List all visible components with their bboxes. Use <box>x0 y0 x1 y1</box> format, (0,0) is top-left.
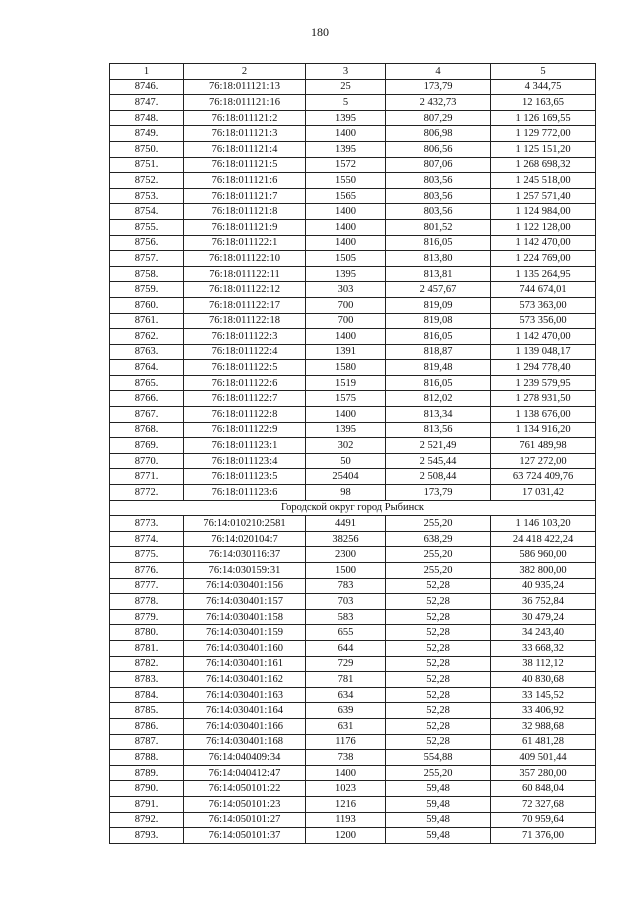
value-per-unit-cell: 52,28 <box>386 703 491 719</box>
area-cell: 1400 <box>306 219 386 235</box>
total-value-cell: 1 139 048,17 <box>491 344 596 360</box>
value-per-unit-cell: 59,48 <box>386 796 491 812</box>
table-row <box>110 141 596 157</box>
cadastral-number-cell: 76:14:040412:47 <box>184 765 306 781</box>
total-value-cell: 63 724 409,76 <box>491 469 596 485</box>
row-number-cell: 8780. <box>110 625 184 641</box>
row-number-cell: 8775. <box>110 547 184 563</box>
table-row <box>110 750 596 766</box>
row-number-cell: 8760. <box>110 297 184 313</box>
area-cell: 703 <box>306 594 386 610</box>
row-number-cell: 8769. <box>110 438 184 454</box>
total-value-cell: 357 280,00 <box>491 765 596 781</box>
value-per-unit-cell: 52,28 <box>386 734 491 750</box>
area-cell: 655 <box>306 625 386 641</box>
row-number-cell: 8766. <box>110 391 184 407</box>
value-per-unit-cell: 52,28 <box>386 578 491 594</box>
cadastral-number-cell: 76:14:030401:159 <box>184 625 306 641</box>
total-value-cell: 12 163,65 <box>491 95 596 111</box>
total-value-cell: 761 489,98 <box>491 438 596 454</box>
table-row <box>110 173 596 189</box>
value-per-unit-cell: 59,48 <box>386 812 491 828</box>
cadastral-number-cell: 76:14:030401:162 <box>184 672 306 688</box>
cadastral-number-cell: 76:18:011121:4 <box>184 141 306 157</box>
table-row <box>110 796 596 812</box>
cadastral-number-cell: 76:18:011122:17 <box>184 297 306 313</box>
value-per-unit-cell: 255,20 <box>386 563 491 579</box>
total-value-cell: 33 145,52 <box>491 687 596 703</box>
value-per-unit-cell: 806,56 <box>386 141 491 157</box>
total-value-cell: 409 501,44 <box>491 750 596 766</box>
total-value-cell: 1 142 470,00 <box>491 235 596 251</box>
table-row <box>110 625 596 641</box>
total-value-cell: 1 245 518,00 <box>491 173 596 189</box>
table-row <box>110 703 596 719</box>
cadastral-number-cell: 76:18:011122:12 <box>184 282 306 298</box>
total-value-cell: 744 674,01 <box>491 282 596 298</box>
cadastral-number-cell: 76:18:011122:11 <box>184 266 306 282</box>
area-cell: 1400 <box>306 407 386 423</box>
cadastral-number-cell: 76:14:030401:157 <box>184 594 306 610</box>
value-per-unit-cell: 52,28 <box>386 640 491 656</box>
cadastral-number-cell: 76:14:050101:37 <box>184 828 306 844</box>
area-cell: 644 <box>306 640 386 656</box>
cadastral-number-cell: 76:18:011122:6 <box>184 375 306 391</box>
table-row <box>110 563 596 579</box>
total-value-cell: 1 146 103,20 <box>491 516 596 532</box>
row-number-cell: 8764. <box>110 360 184 376</box>
cadastral-number-cell: 76:18:011122:7 <box>184 391 306 407</box>
row-number-cell: 8755. <box>110 219 184 235</box>
cadastral-number-cell: 76:14:030159:31 <box>184 563 306 579</box>
row-number-cell: 8778. <box>110 594 184 610</box>
section-title: Городской округ город Рыбинск <box>110 500 596 516</box>
value-per-unit-cell: 818,87 <box>386 344 491 360</box>
value-per-unit-cell: 2 521,49 <box>386 438 491 454</box>
total-value-cell: 33 406,92 <box>491 703 596 719</box>
cadastral-number-cell: 76:18:011121:2 <box>184 110 306 126</box>
total-value-cell: 4 344,75 <box>491 79 596 95</box>
value-per-unit-cell: 52,28 <box>386 672 491 688</box>
table-row <box>110 391 596 407</box>
row-number-cell: 8749. <box>110 126 184 142</box>
value-per-unit-cell: 807,29 <box>386 110 491 126</box>
area-cell: 25 <box>306 79 386 95</box>
cadastral-number-cell: 76:18:011122:8 <box>184 407 306 423</box>
value-per-unit-cell: 806,98 <box>386 126 491 142</box>
table-row <box>110 95 596 111</box>
cadastral-number-cell: 76:18:011123:1 <box>184 438 306 454</box>
total-value-cell: 1 257 571,40 <box>491 188 596 204</box>
row-number-cell: 8754. <box>110 204 184 220</box>
area-cell: 1395 <box>306 266 386 282</box>
total-value-cell: 24 418 422,24 <box>491 531 596 547</box>
area-cell: 634 <box>306 687 386 703</box>
table-row <box>110 781 596 797</box>
row-number-cell: 8777. <box>110 578 184 594</box>
row-number-cell: 8770. <box>110 453 184 469</box>
value-per-unit-cell: 812,02 <box>386 391 491 407</box>
cadastral-number-cell: 76:14:050101:22 <box>184 781 306 797</box>
table-row <box>110 594 596 610</box>
total-value-cell: 1 239 579,95 <box>491 375 596 391</box>
total-value-cell: 40 830,68 <box>491 672 596 688</box>
total-value-cell: 1 224 769,00 <box>491 251 596 267</box>
column-number-cell: 2 <box>184 64 306 80</box>
cadastral-number-cell: 76:14:030401:164 <box>184 703 306 719</box>
cadastral-number-cell: 76:18:011122:5 <box>184 360 306 376</box>
cadastral-number-cell: 76:18:011121:3 <box>184 126 306 142</box>
value-per-unit-cell: 816,05 <box>386 375 491 391</box>
table-row <box>110 718 596 734</box>
cadastral-number-cell: 76:18:011122:10 <box>184 251 306 267</box>
total-value-cell: 1 278 931,50 <box>491 391 596 407</box>
area-cell: 700 <box>306 313 386 329</box>
total-value-cell: 1 294 778,40 <box>491 360 596 376</box>
column-number-cell: 3 <box>306 64 386 80</box>
area-cell: 1505 <box>306 251 386 267</box>
table-row <box>110 297 596 313</box>
value-per-unit-cell: 2 457,67 <box>386 282 491 298</box>
area-cell: 738 <box>306 750 386 766</box>
row-number-cell: 8747. <box>110 95 184 111</box>
total-value-cell: 1 129 772,00 <box>491 126 596 142</box>
table-row <box>110 672 596 688</box>
area-cell: 1565 <box>306 188 386 204</box>
row-number-cell: 8768. <box>110 422 184 438</box>
value-per-unit-cell: 803,56 <box>386 173 491 189</box>
row-number-cell: 8774. <box>110 531 184 547</box>
total-value-cell: 72 327,68 <box>491 796 596 812</box>
area-cell: 1176 <box>306 734 386 750</box>
table-row <box>110 266 596 282</box>
total-value-cell: 71 376,00 <box>491 828 596 844</box>
row-number-cell: 8776. <box>110 563 184 579</box>
area-cell: 5 <box>306 95 386 111</box>
area-cell: 1395 <box>306 422 386 438</box>
section-header-row <box>110 500 596 516</box>
row-number-cell: 8761. <box>110 313 184 329</box>
row-number-cell: 8771. <box>110 469 184 485</box>
column-number-cell: 4 <box>386 64 491 80</box>
value-per-unit-cell: 59,48 <box>386 828 491 844</box>
cadastral-number-cell: 76:14:050101:23 <box>184 796 306 812</box>
table-row <box>110 219 596 235</box>
cadastral-number-cell: 76:18:011121:7 <box>184 188 306 204</box>
table-row <box>110 79 596 95</box>
table-row <box>110 469 596 485</box>
area-cell: 1575 <box>306 391 386 407</box>
row-number-cell: 8750. <box>110 141 184 157</box>
cadastral-number-cell: 76:18:011123:4 <box>184 453 306 469</box>
table-row <box>110 282 596 298</box>
value-per-unit-cell: 813,80 <box>386 251 491 267</box>
value-per-unit-cell: 255,20 <box>386 516 491 532</box>
value-per-unit-cell: 554,88 <box>386 750 491 766</box>
page-number: 180 <box>311 25 329 39</box>
table-row <box>110 531 596 547</box>
area-cell: 1400 <box>306 765 386 781</box>
row-number-cell: 8786. <box>110 718 184 734</box>
cadastral-number-cell: 76:18:011121:16 <box>184 95 306 111</box>
table-row <box>110 485 596 501</box>
area-cell: 98 <box>306 485 386 501</box>
table-row <box>110 578 596 594</box>
value-per-unit-cell: 819,48 <box>386 360 491 376</box>
value-per-unit-cell: 813,34 <box>386 407 491 423</box>
total-value-cell: 38 112,12 <box>491 656 596 672</box>
cadastral-number-cell: 76:18:011121:6 <box>184 173 306 189</box>
table-row <box>110 235 596 251</box>
row-number-cell: 8790. <box>110 781 184 797</box>
row-number-cell: 8756. <box>110 235 184 251</box>
total-value-cell: 60 848,04 <box>491 781 596 797</box>
cadastral-number-cell: 76:18:011123:5 <box>184 469 306 485</box>
value-per-unit-cell: 813,81 <box>386 266 491 282</box>
value-per-unit-cell: 52,28 <box>386 718 491 734</box>
area-cell: 302 <box>306 438 386 454</box>
cadastral-number-cell: 76:14:030401:166 <box>184 718 306 734</box>
cadastral-number-cell: 76:14:010210:2581 <box>184 516 306 532</box>
cadastral-number-cell: 76:14:030401:156 <box>184 578 306 594</box>
row-number-cell: 8793. <box>110 828 184 844</box>
value-per-unit-cell: 52,28 <box>386 625 491 641</box>
value-per-unit-cell: 813,56 <box>386 422 491 438</box>
area-cell: 4491 <box>306 516 386 532</box>
cadastral-number-cell: 76:18:011121:13 <box>184 79 306 95</box>
table-row <box>110 640 596 656</box>
value-per-unit-cell: 52,28 <box>386 656 491 672</box>
value-per-unit-cell: 801,52 <box>386 219 491 235</box>
table-row <box>110 609 596 625</box>
row-number-cell: 8759. <box>110 282 184 298</box>
row-number-cell: 8748. <box>110 110 184 126</box>
value-per-unit-cell: 52,28 <box>386 609 491 625</box>
table-row <box>110 360 596 376</box>
total-value-cell: 127 272,00 <box>491 453 596 469</box>
area-cell: 1400 <box>306 235 386 251</box>
row-number-cell: 8773. <box>110 516 184 532</box>
value-per-unit-cell: 803,56 <box>386 188 491 204</box>
total-value-cell: 586 960,00 <box>491 547 596 563</box>
cadastral-number-cell: 76:14:030401:158 <box>184 609 306 625</box>
cadastral-number-cell: 76:14:030116:37 <box>184 547 306 563</box>
value-per-unit-cell: 803,56 <box>386 204 491 220</box>
total-value-cell: 573 363,00 <box>491 297 596 313</box>
area-cell: 38256 <box>306 531 386 547</box>
cadastral-number-cell: 76:18:011121:9 <box>184 219 306 235</box>
row-number-cell: 8752. <box>110 173 184 189</box>
row-number-cell: 8785. <box>110 703 184 719</box>
cadastral-number-cell: 76:18:011122:4 <box>184 344 306 360</box>
row-number-cell: 8781. <box>110 640 184 656</box>
value-per-unit-cell: 816,05 <box>386 235 491 251</box>
total-value-cell: 1 142 470,00 <box>491 329 596 345</box>
total-value-cell: 1 268 698,32 <box>491 157 596 173</box>
table-body <box>110 64 596 844</box>
cadastral-number-cell: 76:14:030401:168 <box>184 734 306 750</box>
table-row <box>110 329 596 345</box>
row-number-cell: 8791. <box>110 796 184 812</box>
cadastral-number-cell: 76:18:011121:8 <box>184 204 306 220</box>
column-number-cell: 1 <box>110 64 184 80</box>
table-header-row <box>110 64 596 80</box>
table-row <box>110 516 596 532</box>
row-number-cell: 8779. <box>110 609 184 625</box>
row-number-cell: 8782. <box>110 656 184 672</box>
value-per-unit-cell: 819,08 <box>386 313 491 329</box>
table-row <box>110 453 596 469</box>
total-value-cell: 1 135 264,95 <box>491 266 596 282</box>
value-per-unit-cell: 816,05 <box>386 329 491 345</box>
area-cell: 583 <box>306 609 386 625</box>
area-cell: 1400 <box>306 329 386 345</box>
area-cell: 1395 <box>306 141 386 157</box>
total-value-cell: 573 356,00 <box>491 313 596 329</box>
row-number-cell: 8788. <box>110 750 184 766</box>
table-row <box>110 251 596 267</box>
total-value-cell: 30 479,24 <box>491 609 596 625</box>
area-cell: 631 <box>306 718 386 734</box>
table-row <box>110 422 596 438</box>
table-row <box>110 313 596 329</box>
area-cell: 1500 <box>306 563 386 579</box>
row-number-cell: 8762. <box>110 329 184 345</box>
cadastral-number-cell: 76:18:011122:18 <box>184 313 306 329</box>
row-number-cell: 8783. <box>110 672 184 688</box>
area-cell: 25404 <box>306 469 386 485</box>
total-value-cell: 33 668,32 <box>491 640 596 656</box>
area-cell: 1580 <box>306 360 386 376</box>
area-cell: 783 <box>306 578 386 594</box>
cadastral-table <box>109 63 596 844</box>
value-per-unit-cell: 2 508,44 <box>386 469 491 485</box>
table-row <box>110 188 596 204</box>
table-row <box>110 344 596 360</box>
cadastral-number-cell: 76:14:040409:34 <box>184 750 306 766</box>
area-cell: 729 <box>306 656 386 672</box>
value-per-unit-cell: 819,09 <box>386 297 491 313</box>
value-per-unit-cell: 255,20 <box>386 547 491 563</box>
total-value-cell: 61 481,28 <box>491 734 596 750</box>
total-value-cell: 70 959,64 <box>491 812 596 828</box>
row-number-cell: 8784. <box>110 687 184 703</box>
area-cell: 303 <box>306 282 386 298</box>
row-number-cell: 8789. <box>110 765 184 781</box>
table-row <box>110 828 596 844</box>
value-per-unit-cell: 52,28 <box>386 687 491 703</box>
area-cell: 2300 <box>306 547 386 563</box>
table-row <box>110 656 596 672</box>
value-per-unit-cell: 2 432,73 <box>386 95 491 111</box>
area-cell: 1572 <box>306 157 386 173</box>
table-row <box>110 765 596 781</box>
cadastral-number-cell: 76:18:011123:6 <box>184 485 306 501</box>
value-per-unit-cell: 638,29 <box>386 531 491 547</box>
row-number-cell: 8751. <box>110 157 184 173</box>
total-value-cell: 1 122 128,00 <box>491 219 596 235</box>
total-value-cell: 1 138 676,00 <box>491 407 596 423</box>
table-row <box>110 204 596 220</box>
cadastral-number-cell: 76:18:011122:1 <box>184 235 306 251</box>
area-cell: 1550 <box>306 173 386 189</box>
total-value-cell: 1 124 984,00 <box>491 204 596 220</box>
area-cell: 1400 <box>306 204 386 220</box>
table-row <box>110 110 596 126</box>
row-number-cell: 8758. <box>110 266 184 282</box>
cadastral-number-cell: 76:18:011121:5 <box>184 157 306 173</box>
value-per-unit-cell: 255,20 <box>386 765 491 781</box>
row-number-cell: 8772. <box>110 485 184 501</box>
table-row <box>110 812 596 828</box>
value-per-unit-cell: 52,28 <box>386 594 491 610</box>
row-number-cell: 8765. <box>110 375 184 391</box>
total-value-cell: 1 125 151,20 <box>491 141 596 157</box>
row-number-cell: 8763. <box>110 344 184 360</box>
table-row <box>110 407 596 423</box>
value-per-unit-cell: 59,48 <box>386 781 491 797</box>
row-number-cell: 8792. <box>110 812 184 828</box>
row-number-cell: 8746. <box>110 79 184 95</box>
total-value-cell: 32 988,68 <box>491 718 596 734</box>
value-per-unit-cell: 173,79 <box>386 79 491 95</box>
area-cell: 1023 <box>306 781 386 797</box>
table-row <box>110 547 596 563</box>
row-number-cell: 8753. <box>110 188 184 204</box>
value-per-unit-cell: 2 545,44 <box>386 453 491 469</box>
row-number-cell: 8767. <box>110 407 184 423</box>
value-per-unit-cell: 807,06 <box>386 157 491 173</box>
table-row <box>110 438 596 454</box>
value-per-unit-cell: 173,79 <box>386 485 491 501</box>
area-cell: 1193 <box>306 812 386 828</box>
total-value-cell: 382 800,00 <box>491 563 596 579</box>
table-row <box>110 687 596 703</box>
area-cell: 700 <box>306 297 386 313</box>
cadastral-number-cell: 76:14:020104:7 <box>184 531 306 547</box>
cadastral-number-cell: 76:18:011122:3 <box>184 329 306 345</box>
area-cell: 50 <box>306 453 386 469</box>
table-row <box>110 157 596 173</box>
area-cell: 1391 <box>306 344 386 360</box>
table-row <box>110 734 596 750</box>
total-value-cell: 36 752,84 <box>491 594 596 610</box>
cadastral-number-cell: 76:14:030401:160 <box>184 640 306 656</box>
area-cell: 1395 <box>306 110 386 126</box>
cadastral-number-cell: 76:14:030401:163 <box>184 687 306 703</box>
row-number-cell: 8757. <box>110 251 184 267</box>
area-cell: 1400 <box>306 126 386 142</box>
table-row <box>110 375 596 391</box>
cadastral-number-cell: 76:18:011122:9 <box>184 422 306 438</box>
area-cell: 1200 <box>306 828 386 844</box>
area-cell: 1519 <box>306 375 386 391</box>
column-number-cell: 5 <box>491 64 596 80</box>
cadastral-number-cell: 76:14:050101:27 <box>184 812 306 828</box>
area-cell: 639 <box>306 703 386 719</box>
total-value-cell: 1 126 169,55 <box>491 110 596 126</box>
table-row <box>110 126 596 142</box>
cadastral-number-cell: 76:14:030401:161 <box>184 656 306 672</box>
total-value-cell: 17 031,42 <box>491 485 596 501</box>
area-cell: 1216 <box>306 796 386 812</box>
total-value-cell: 40 935,24 <box>491 578 596 594</box>
area-cell: 781 <box>306 672 386 688</box>
total-value-cell: 34 243,40 <box>491 625 596 641</box>
row-number-cell: 8787. <box>110 734 184 750</box>
total-value-cell: 1 134 916,20 <box>491 422 596 438</box>
